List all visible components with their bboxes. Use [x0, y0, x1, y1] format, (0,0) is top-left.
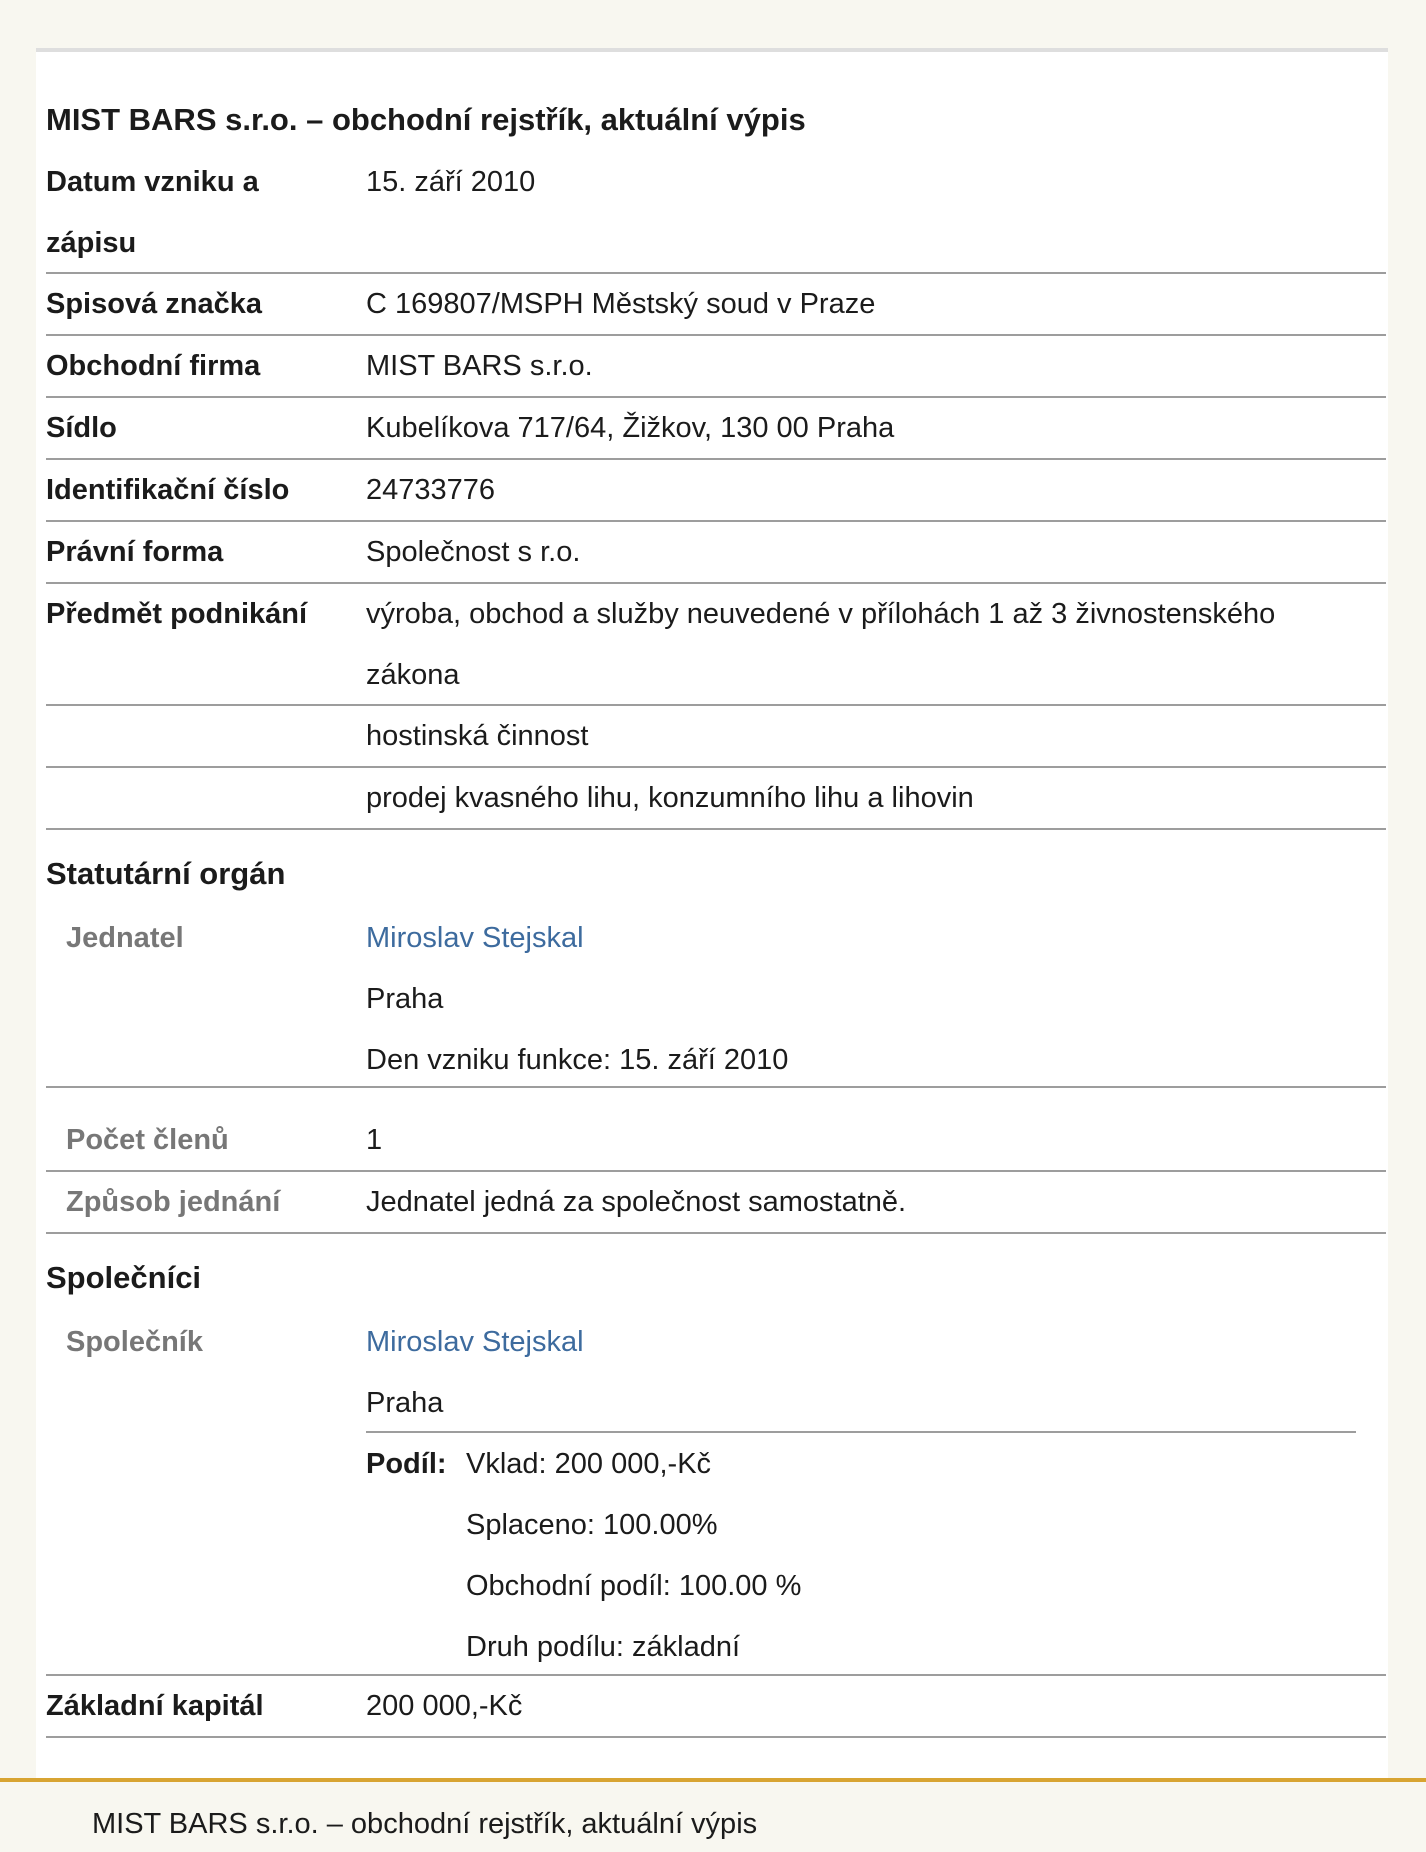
row-sidlo: [46, 398, 1386, 460]
row-obchodni-firma: [46, 336, 1386, 398]
label-zpusob-jednani: Způsob jednání: [66, 1186, 281, 1218]
jednatel-city: Praha: [366, 983, 444, 1015]
label-spolecnik: Společník: [66, 1326, 203, 1358]
jednatel-name-link[interactable]: Miroslav Stejskal: [366, 922, 584, 954]
value-zpusob-jednani: Jednatel jedná za společnost samostatně.: [366, 1186, 907, 1218]
footer-text: MIST BARS s.r.o. – obchodní rejstřík, aktuální výpis: [92, 1808, 758, 1840]
label-pravni-forma: Právní forma: [46, 536, 224, 568]
row-predmet-podnikani-3: [46, 768, 1386, 830]
page-title: MIST BARS s.r.o. – obchodní rejstřík, aktuální výpis: [46, 102, 806, 137]
value-ico: 24733776: [366, 474, 496, 506]
spolecnik-name-link[interactable]: Miroslav Stejskal: [366, 1326, 584, 1358]
label-sidlo: Sídlo: [46, 412, 117, 444]
label-ico: Identifikační číslo: [46, 474, 290, 506]
podil-divider: [366, 1431, 1356, 1433]
label-zakladni-kapital: Základní kapitál: [46, 1690, 264, 1722]
row-zakladni-kapital: [46, 1676, 1386, 1738]
label-jednatel: Jednatel: [66, 922, 184, 954]
label-spisova-znacka: Spisová značka: [46, 288, 262, 320]
value-pravni-forma: Společnost s r.o.: [366, 536, 581, 568]
label-obchodni-firma: Obchodní firma: [46, 350, 261, 382]
value-predmet-3: prodej kvasného lihu, konzumního lihu a lihovin: [366, 782, 974, 814]
section-spolecnici: Společníci: [46, 1260, 202, 1295]
row-datum-vzniku: [46, 152, 1386, 274]
row-jednatel: [46, 908, 1386, 1088]
podil-druh: Druh podílu: základní: [466, 1631, 741, 1663]
footer: [0, 1778, 1426, 1852]
label-datum-vzniku: Datum vzniku a zápisu: [46, 166, 259, 259]
row-spisova-znacka: [46, 274, 1386, 336]
podil-obchodni: Obchodní podíl: 100.00 %: [466, 1570, 802, 1602]
value-predmet-1: výroba, obchod a služby neuvedené v přílohách 1 až 3 živnostenského zákona: [366, 598, 1276, 691]
section-statutarni-organ: Statutární orgán: [46, 856, 286, 891]
row-predmet-podnikani-2: [46, 706, 1386, 768]
value-spolecnik: [366, 1312, 1366, 1434]
row-pocet-clenu: [46, 1110, 1386, 1172]
label-predmet-podnikani: Předmět podnikání: [46, 598, 308, 630]
row-zpusob-jednani: [46, 1172, 1386, 1234]
value-obchodni-firma: MIST BARS s.r.o.: [366, 350, 593, 382]
value-sidlo: Kubelíkova 717/64, Žižkov, 130 00 Praha: [366, 412, 895, 444]
jednatel-since: Den vzniku funkce: 15. září 2010: [366, 1044, 789, 1076]
value-spisova-znacka: C 169807/MSPH Městský soud v Praze: [366, 288, 876, 320]
row-ico: [46, 460, 1386, 522]
row-pravni-forma: [46, 522, 1386, 584]
value-jednatel: [366, 908, 1366, 1091]
value-pocet-clenu: 1: [366, 1124, 383, 1156]
spolecnik-city: Praha: [366, 1387, 444, 1419]
podil-details: [466, 1434, 801, 1678]
label-pocet-clenu: Počet členů: [66, 1124, 229, 1156]
value-zakladni-kapital: 200 000,-Kč: [366, 1690, 523, 1722]
value-predmet-2: hostinská činnost: [366, 720, 589, 752]
podil-label: Podíl:: [366, 1448, 447, 1480]
podil-vklad: Vklad: 200 000,-Kč: [466, 1448, 712, 1480]
value-datum-vzniku: 15. září 2010: [366, 166, 536, 198]
podil-splaceno: Splaceno: 100.00%: [466, 1509, 718, 1541]
row-predmet-podnikani-1: [46, 584, 1386, 706]
